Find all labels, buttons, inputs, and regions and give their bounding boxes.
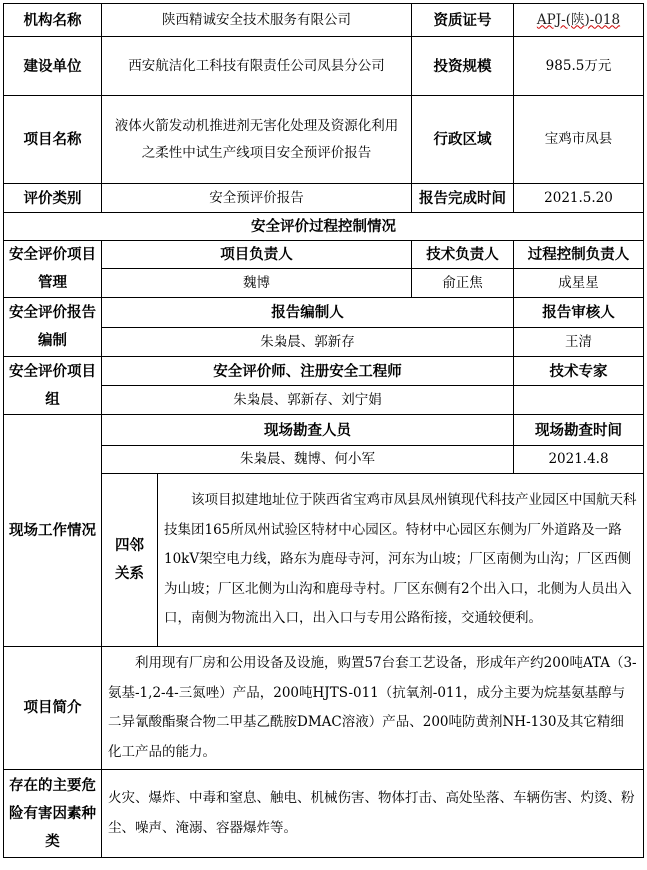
neighbor-label: 四邻关系 (102, 474, 158, 647)
builder-name: 西安航洁化工科技有限责任公司凤县分公司 (102, 37, 412, 96)
team-label: 安全评价项目组 (4, 357, 102, 415)
site-value-date: 2021.4.8 (514, 446, 644, 474)
hazards-text: 火灾、爆炸、中毒和窒息、触电、机械伤害、物体打击、高处坠落、车辆伤害、灼烫、粉尘、噪声、淹溺、容器爆炸等。 (102, 770, 644, 858)
cert-label: 资质证号 (412, 4, 514, 37)
mgmt-label: 安全评价项目管理 (4, 241, 102, 298)
intro-text: 利用现有厂房和公用设备及设施，购置57台套工艺设备，形成年产约200吨ATA（3-氨基-1,2-4-三氮唑）产品，200吨HJTS-011（抗氧剂-011，成分主要为烷基氨基醇与二异氰酸酯聚合物二甲基乙酰胺DMAC溶液）产品、200吨防黄剂NH-130及其它精细化工产品的能力。 (102, 647, 644, 770)
site-value-people: 朱枭晨、魏博、何小军 (102, 446, 514, 474)
mgmt-value-tech: 俞正焦 (412, 269, 514, 298)
done-label: 报告完成时间 (412, 184, 514, 213)
process-table (3, 240, 644, 858)
site-header-date: 现场勘查时间 (514, 415, 644, 446)
mgmt-header-tech: 技术负责人 (412, 241, 514, 269)
mgmt-value-control: 成星星 (514, 269, 644, 298)
hazards-label: 存在的主要危险有害因素种类 (4, 770, 102, 858)
site-label: 现场工作情况 (4, 415, 102, 647)
neighbor-text: 该项目拟建地址位于陕西省宝鸡市凤县凤州镇现代科技产业园区中国航天科技集团165所凤州试验区特材中心园区。特材中心园区东侧为厂外道路及一路10kV架空电力线，路东为鹿母寺河，河东为山坡；厂区南侧为山沟；厂区西侧为山坡；厂区北侧为山沟和鹿母寺村。厂区东侧有2个出入口，北侧为人员出入口，南侧为物流出入口，出入口与专用公路衔接，交通较便利。 (158, 474, 644, 647)
team-header-engineers: 安全评价师、注册安全工程师 (102, 357, 514, 386)
cert-number-text: APJ-(陕)-018 (536, 11, 621, 28)
team-header-experts: 技术专家 (514, 357, 644, 386)
report-summary-form (3, 3, 643, 865)
edit-header-author: 报告编制人 (102, 298, 514, 328)
mgmt-value-leader: 魏博 (102, 269, 412, 298)
section-title: 安全评价过程控制情况 (4, 213, 644, 241)
builder-label: 建设单位 (4, 37, 102, 96)
done-value: 2021.5.20 (514, 184, 644, 213)
site-header-people: 现场勘查人员 (102, 415, 514, 446)
edit-value-author: 朱枭晨、郭新存 (102, 328, 514, 357)
edit-value-reviewer: 王清 (514, 328, 644, 357)
org-label: 机构名称 (4, 4, 102, 37)
invest-label: 投资规模 (412, 37, 514, 96)
org-name: 陕西精诚安全技术服务有限公司 (102, 4, 412, 37)
type-value: 安全预评价报告 (102, 184, 412, 213)
project-name: 液体火箭发动机推进剂无害化处理及资源化利用之柔性中试生产线项目安全预评价报告 (102, 96, 412, 184)
region-label: 行政区域 (412, 96, 514, 184)
project-label: 项目名称 (4, 96, 102, 184)
edit-label: 安全评价报告编制 (4, 298, 102, 357)
intro-label: 项目简介 (4, 647, 102, 770)
cert-number (514, 4, 644, 37)
edit-header-reviewer: 报告审核人 (514, 298, 644, 328)
mgmt-header-leader: 项目负责人 (102, 241, 412, 269)
summary-table (3, 3, 644, 241)
team-value-engineers: 朱枭晨、郭新存、刘宁娟 (102, 386, 514, 415)
team-value-experts (514, 386, 644, 415)
type-label: 评价类别 (4, 184, 102, 213)
invest-value: 985.5万元 (514, 37, 644, 96)
region-value: 宝鸡市凤县 (514, 96, 644, 184)
mgmt-header-control: 过程控制负责人 (514, 241, 644, 269)
